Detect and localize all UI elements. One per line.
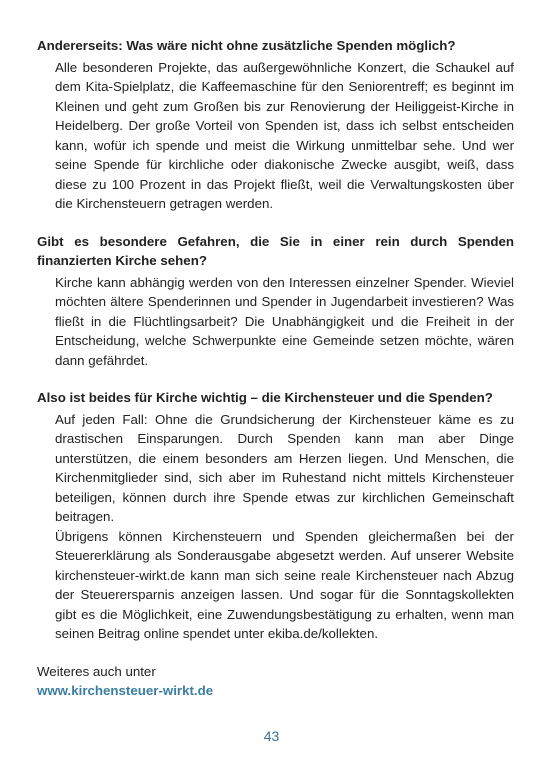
answer-block: [55, 58, 514, 214]
answer-paragraph: Auf jeden Fall: Ohne die Grundsicherung der Kirchensteuer käme es zu drastischen Einsparungen. Durch Spenden kann man aber Dinge unterstützen, die einem besonders am Herzen liegen. Und Menschen, die Kirchenmitglieder sind, sich aber im Ruhestand nicht mittels Kirchensteuer beteiligen, können durch ihre Spende etwas zur kirchlichen Gemeinschaft beitragen.: [55, 411, 514, 524]
section-spacer: [37, 370, 514, 388]
question-heading: Gibt es besondere Gefahren, die Sie in einer rein durch Spenden finanzierten Kirche sehen?: [37, 233, 514, 268]
qa-section-3: [37, 388, 514, 644]
answer-paragraph: Kirche kann abhängig werden von den Interessen einzelner Spender. Wieviel möchten ältere Spenderinnen und Spender in Jugendarbeit investieren? Was fließt in die Flüchtlingsarbeit? Die Unabhängigkeit und die Freiheit in der Entscheidung, welche Schwerpunkte eine Gemeinde setzen möchte, wären dann gefährdet.: [55, 274, 514, 368]
question-heading: Also ist beides für Kirche wichtig – die Kirchensteuer und die Spenden?: [37, 390, 493, 405]
content-column: [37, 36, 514, 701]
further-info-label: Weiteres auch unter: [37, 663, 156, 679]
question-heading: Andererseits: Was wäre nicht ohne zusätzliche Spenden möglich?: [37, 38, 456, 53]
answer-block: [55, 410, 514, 644]
qa-section-1: [37, 36, 514, 214]
answer-block: [55, 273, 514, 371]
qa-section-2: [37, 232, 514, 371]
section-spacer: [37, 214, 514, 232]
page-number: 43: [263, 728, 280, 744]
answer-paragraph: Alle besonderen Projekte, das außergewöhnliche Konzert, die Schaukel auf dem Kita-Spielplatz, die Kaffeemaschine für den Seniorentreff; es beginnt im Kleinen und geht zum Großen bis zur Renovierung der Heiliggeist-Kirche in Heidelberg. Der große Vorteil von Spenden ist, dass ich selbst entscheiden kann, wofür ich spende und meist die Wirkung unmittelbar sehe. Und wer seine Spende für kirchliche oder diakonische Zwecke ausgibt, weiß, dass diese zu 100 Prozent in das Projekt fließt, weil die Verwaltungskosten über die Kirchensteuern getragen werden.: [55, 59, 514, 211]
answer-paragraph: Übrigens können Kirchensteuern und Spenden gleichermaßen bei der Steuererklärung als Sonderausgabe abgesetzt werden. Auf unserer Website kirchensteuer-wirkt.de kann man sich seine reale Kirchensteuer nach Abzug der Steuerersparnis anzeigen lassen. Und sogar für die Sonntagskollekten gibt es die Möglichkeit, eine Zuwendungsbestätigung zu erhalten, wenn man seinen Beitrag online spendet unter ekiba.de/kollekten.: [55, 528, 514, 641]
further-info: [37, 662, 514, 701]
website-link[interactable]: www.kirchensteuer-wirkt.de: [37, 683, 214, 698]
